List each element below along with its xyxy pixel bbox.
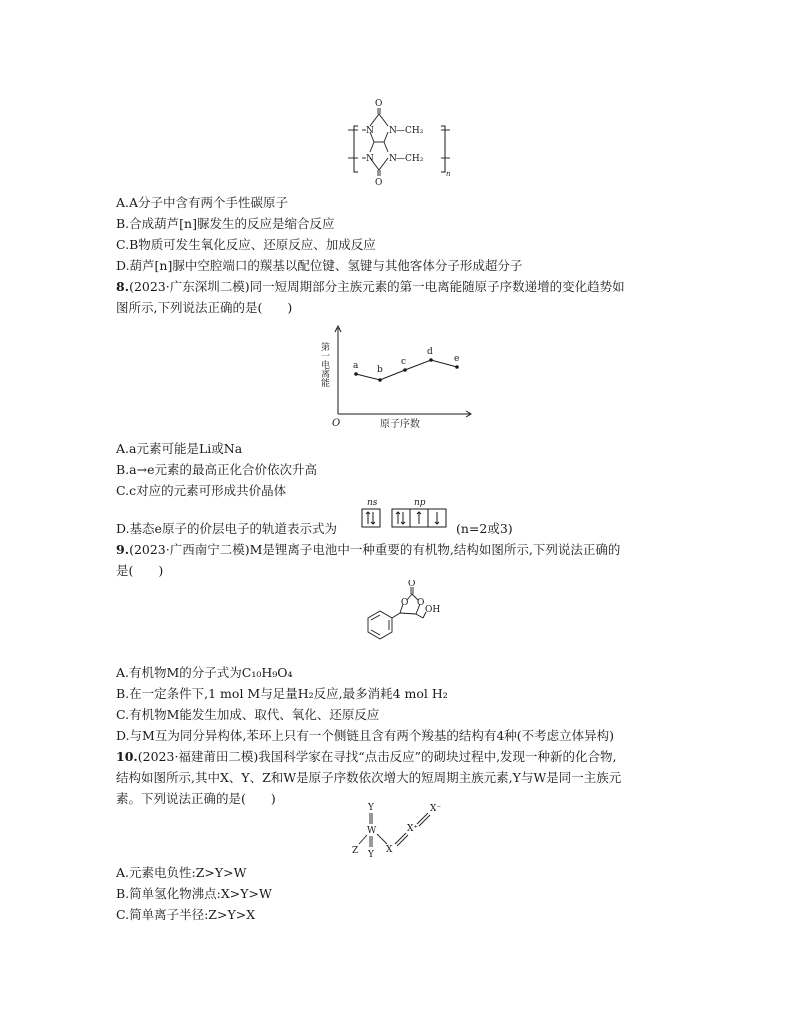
oh-label: OH (425, 605, 441, 615)
ch2-label: —CH₂ (396, 154, 424, 164)
q10-option-b: B.简单氢化物沸点:X>Y>W (116, 886, 272, 901)
q10-stem-line3: 素。下列说法正确的是( ) (116, 791, 276, 806)
data-point-c (403, 368, 407, 372)
x-axis-label: 原子序数 (380, 419, 420, 430)
q9-option-c: C.有机物M能发生加成、取代、氧化、还原反应 (116, 707, 380, 722)
o-top-label: O (375, 99, 383, 109)
q8-option-d-suffix: (n=2或3) (456, 521, 513, 536)
data-point-label: d (427, 347, 433, 357)
q8-option-a: A.a元素可能是Li或Na (116, 441, 243, 456)
n-label: N (389, 154, 397, 164)
y-axis-label: 第一电离能 (319, 342, 329, 387)
q7-option-c: C.B物质可发生氧化反应、还原反应、加成反应 (116, 237, 376, 252)
x-plus-label: X⁺ (407, 824, 419, 834)
xyzw-structure (346, 800, 456, 864)
molecule-m-structure (350, 580, 450, 660)
data-point-a (354, 372, 358, 376)
x-minus-label: X⁻ (430, 804, 442, 814)
orbital-np-label: np (414, 498, 426, 508)
ionization-energy-chart (318, 322, 478, 434)
data-point-label: e (454, 354, 460, 364)
data-point-label: a (353, 361, 359, 371)
o-bottom-label: O (375, 178, 383, 188)
data-point-b (378, 378, 382, 382)
question-number: 10. (116, 749, 138, 764)
n-label: N (389, 126, 397, 136)
z-label: Z (352, 846, 359, 856)
q10-stem-text: (2023·福建莆田二模)我国科学家在寻找“点击反应”的砌块过程中,发现一种新的化合物, (137, 749, 617, 764)
q10-option-c: C.简单离子半径:Z>Y>X (116, 907, 256, 922)
n-label: N (366, 154, 374, 164)
q9-option-d: D.与M互为同分异构体,苯环上只有一个侧链且含有两个羧基的结构有4种(不考虑立体异构) (116, 728, 615, 743)
data-point-d (429, 358, 433, 362)
o-ring-right-label: O (417, 598, 425, 608)
origin-label: O (332, 418, 341, 429)
q8-option-b: B.a→e元素的最高正化合价依次升高 (116, 462, 317, 477)
y-top-label: Y (368, 803, 374, 813)
orbital-diagram (356, 495, 460, 535)
cucurbituril-structure (340, 96, 460, 188)
w-label: W (367, 826, 377, 836)
q9-stem-text: (2023·广西南宁二模)M是锂离子电池中一种重要的有机物,结构如图所示,下列说法正确的 (129, 542, 621, 557)
q10-stem-line2: 结构如图所示,其中X、Y、Z和W是原子序数依次增大的短周期主族元素,Y与W是同一主族元 (116, 770, 622, 785)
question-number: 9. (116, 542, 130, 557)
q9-option-a: A.有机物M的分子式为C₁₀H₉O₄ (116, 665, 293, 680)
ch2-label: —CH₂ (396, 126, 424, 136)
q8-option-d (116, 520, 337, 538)
n-label: N (366, 126, 374, 136)
orbital-ns-label: ns (367, 498, 378, 508)
q8-stem-text: (2023·广东深圳二模)同一短周期部分主族元素的第一电离能随原子序数递增的变化趋势如 (129, 279, 625, 294)
q9-stem-line1 (116, 541, 620, 559)
subscript-n: n (446, 170, 451, 178)
q7-option-d: D.葫芦[n]脲中空腔端口的羰基以配位键、氢键与其他客体分子形成超分子 (116, 258, 523, 273)
data-point-e (455, 365, 459, 369)
x-label: X (386, 845, 393, 855)
q10-option-a: A.元素电负性:Z>Y>W (116, 865, 247, 880)
y-bottom-label: Y (368, 850, 374, 860)
o-ring-left-label: O (401, 598, 409, 608)
q9-stem-line2: 是( ) (116, 563, 164, 578)
q10-stem-line1 (116, 748, 617, 766)
q8-stem-line1 (116, 278, 625, 296)
q8-option-d-prefix: D.基态e原子的价层电子的轨道表示式为 (116, 521, 337, 536)
q7-option-b: B.合成葫芦[n]脲发生的反应是缩合反应 (116, 216, 335, 231)
q9-option-b: B.在一定条件下,1 mol M与足量H₂反应,最多消耗4 mol H₂ (116, 686, 448, 701)
q7-option-a: A.A分子中含有两个手性碳原子 (116, 195, 289, 210)
q8-stem-line2: 图所示,下列说法正确的是( ) (116, 300, 293, 315)
o-carbonyl-label: O (408, 580, 416, 589)
data-point-label: c (401, 357, 407, 367)
data-point-label: b (377, 365, 383, 375)
q8-option-c: C.c对应的元素可形成共价晶体 (116, 483, 287, 498)
question-number: 8. (116, 279, 130, 294)
